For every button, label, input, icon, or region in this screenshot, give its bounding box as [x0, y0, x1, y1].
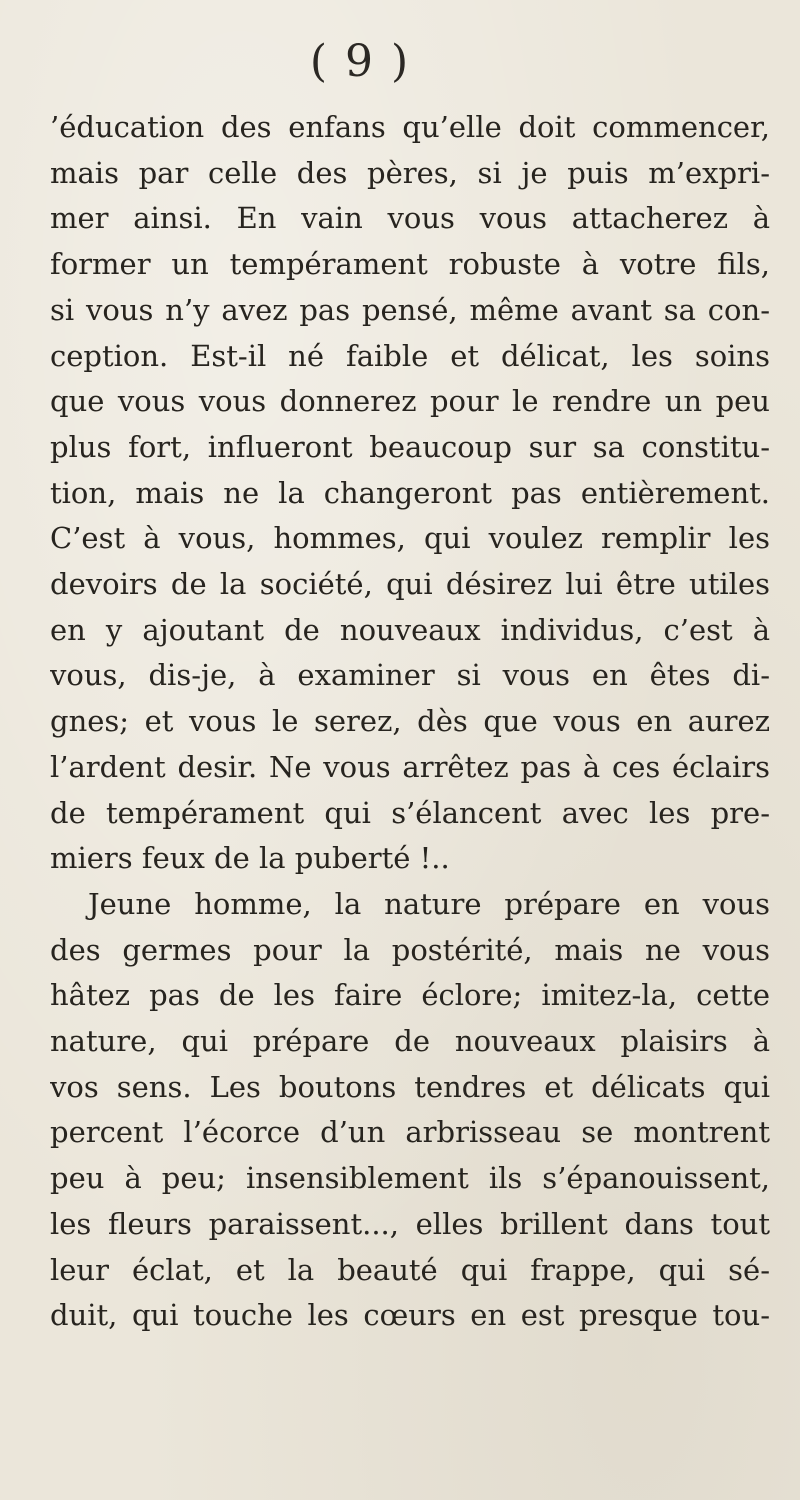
text-line: tion, mais ne la changeront pas entièrement. — [50, 475, 770, 510]
text-line: mer ainsi. En vain vous vous attacherez à — [50, 201, 770, 236]
text-line: plus fort, influeront beaucoup sur sa constitu- — [50, 429, 770, 464]
text-line: que vous vous donnerez pour le rendre un peu — [50, 384, 770, 419]
text-line: si vous n’y avez pas pensé, même avant sa con- — [50, 292, 770, 327]
text-line: des germes pour la postérité, mais ne vous — [50, 932, 770, 967]
text-line: peu à peu; insensiblement ils s’épanouissent, — [50, 1161, 770, 1196]
text-line: duit, qui touche les cœurs en est presque tou- — [50, 1298, 770, 1333]
text-line: nature, qui prépare de nouveaux plaisirs à — [50, 1024, 770, 1059]
text-line: vous, dis-je, à examiner si vous en êtes di- — [50, 658, 770, 693]
text-line: ception. Est-il né faible et délicat, les soins — [50, 338, 770, 373]
text-line: ’éducation des enfans qu’elle doit commencer, — [50, 110, 770, 144]
text-line: vos sens. Les boutons tendres et délicats qui — [50, 1069, 770, 1104]
text-line: l’ardent desir. Ne vous arrêtez pas à ces éclairs — [50, 749, 770, 784]
body-text — [50, 105, 770, 1339]
text-line: hâtez pas de les faire éclore; imitez-la, cette — [50, 978, 770, 1013]
page-number: ( 9 ) — [309, 36, 411, 87]
text-line: C’est à vous, hommes, qui voulez remplir les — [50, 521, 770, 556]
text-line: mais par celle des pères, si je puis m’expri- — [50, 155, 770, 190]
text-line: les fleurs paraissent..., elles brillent dans tout — [50, 1206, 770, 1241]
text-line: former un tempérament robuste à votre fils, — [50, 247, 770, 282]
text-line: leur éclat, et la beauté qui frappe, qui sé- — [50, 1252, 770, 1287]
text-line: gnes; et vous le serez, dès que vous en aurez — [50, 704, 770, 739]
text-line: percent l’écorce d’un arbrisseau se montrent — [50, 1115, 770, 1150]
text-line: devoirs de la société, qui désirez lui être utiles — [50, 567, 770, 602]
text-line: en y ajoutant de nouveaux individus, c’est à — [50, 612, 770, 647]
text-line: de tempérament qui s’élancent avec les pre- — [50, 795, 770, 830]
paragraph-start-line: Jeune homme, la nature prépare en vous — [88, 886, 770, 921]
text-line: miers feux de la puberté !.. — [50, 841, 450, 876]
